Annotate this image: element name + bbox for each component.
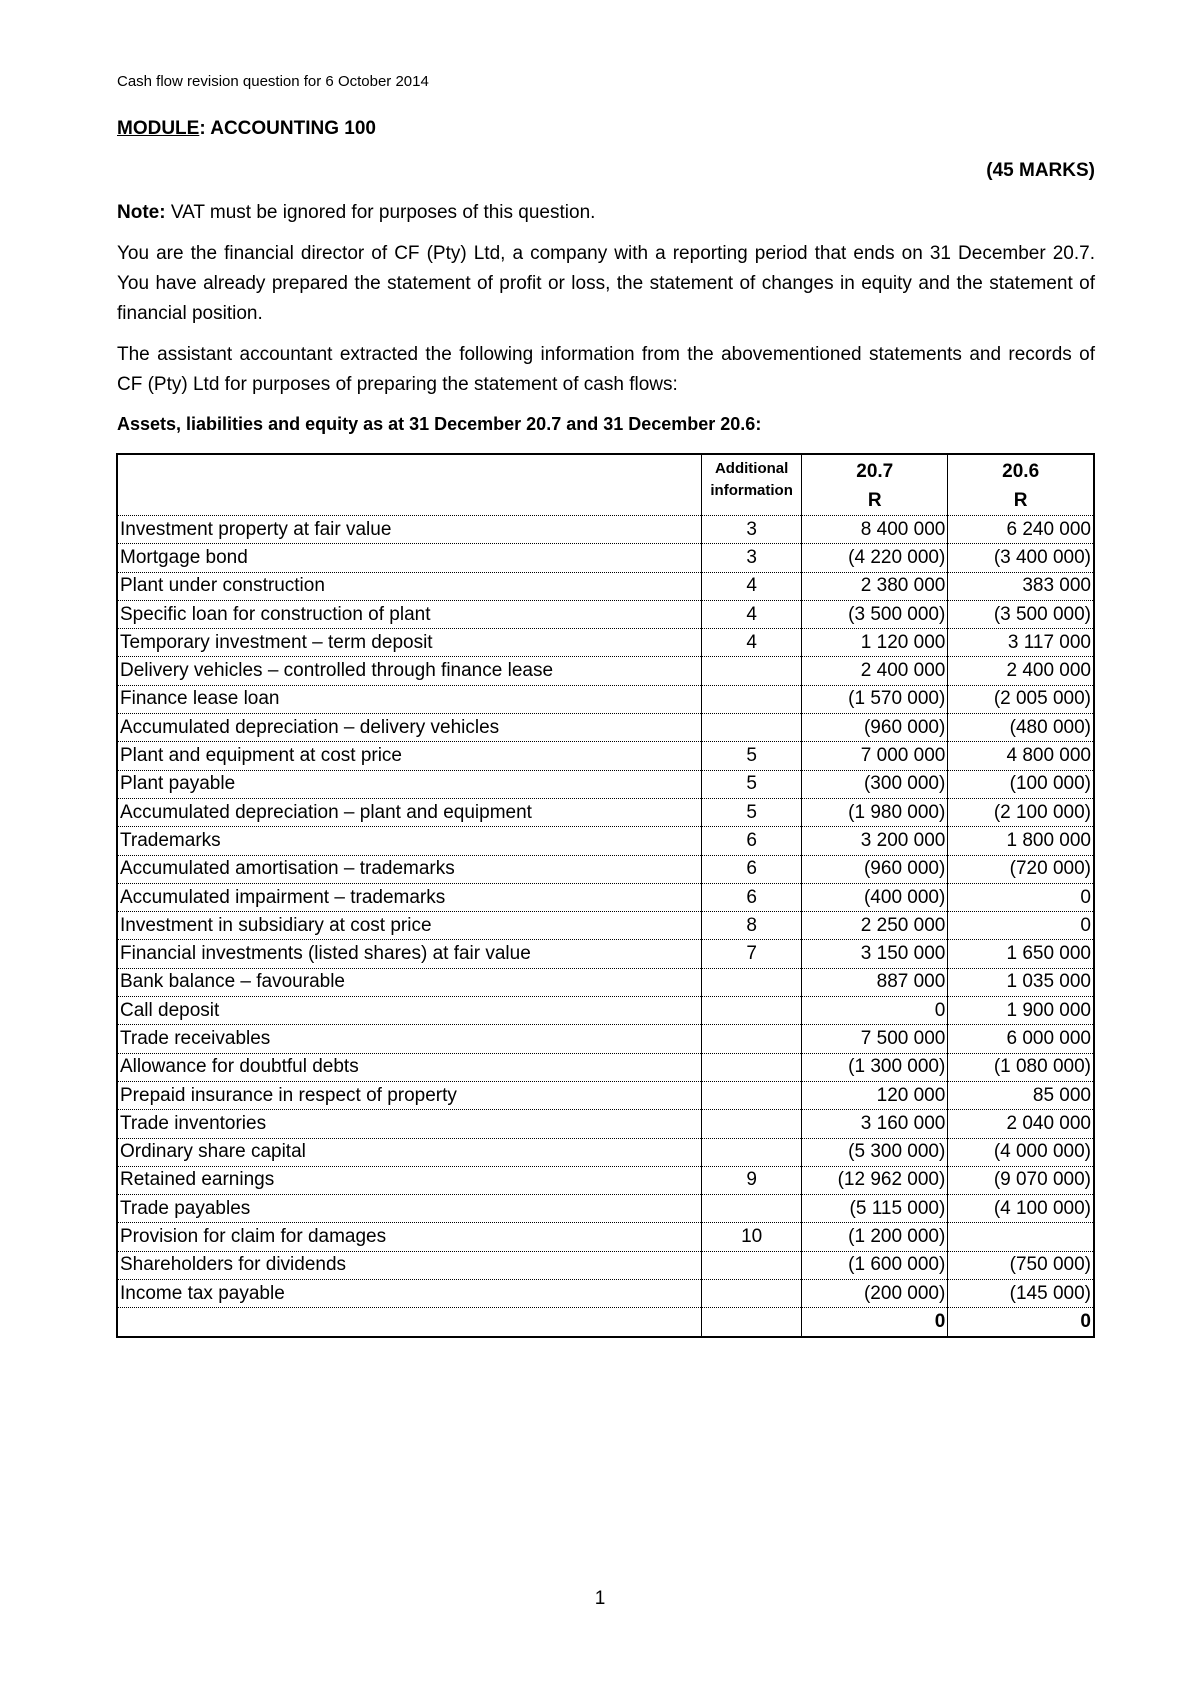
row-description: Plant and equipment at cost price [117,742,702,770]
table-row [117,1081,1094,1109]
table-row [117,1025,1094,1053]
row-value-20-6: (145 000) [948,1280,1094,1308]
row-value-20-7: (300 000) [802,770,948,798]
row-value-20-7: 7 500 000 [802,1025,948,1053]
row-additional-info [702,968,802,996]
header-description [117,454,702,516]
table-row [117,968,1094,996]
row-value-20-7: 7 000 000 [802,742,948,770]
row-additional-info [702,714,802,742]
row-description: Shareholders for dividends [117,1251,702,1279]
row-description: Income tax payable [117,1280,702,1308]
row-description: Allowance for doubtful debts [117,1053,702,1081]
row-value-20-7: 1 120 000 [802,629,948,657]
row-value-20-6: (480 000) [948,714,1094,742]
row-value-20-6: (1 080 000) [948,1053,1094,1081]
row-value-20-6: 6 000 000 [948,1025,1094,1053]
table-row [117,827,1094,855]
row-value-20-7: (960 000) [802,855,948,883]
note-label: Note: [117,202,166,223]
row-value-20-7: 0 [802,997,948,1025]
total-description [117,1308,702,1337]
row-value-20-7: (5 115 000) [802,1195,948,1223]
row-additional-info [702,1251,802,1279]
row-value-20-6: (9 070 000) [948,1166,1094,1194]
row-description: Temporary investment – term deposit [117,629,702,657]
table-body [117,516,1094,1337]
row-additional-info: 3 [702,544,802,572]
row-value-20-7: 2 400 000 [802,657,948,685]
row-additional-info [702,997,802,1025]
header-year1: 20.7 [856,461,894,482]
row-additional-info [702,1053,802,1081]
row-additional-info: 5 [702,798,802,826]
header-info-line1: Additional [714,460,789,477]
table-row [117,1053,1094,1081]
table-row [117,1195,1094,1223]
row-additional-info: 6 [702,855,802,883]
row-value-20-6: 1 035 000 [948,968,1094,996]
row-description: Financial investments (listed shares) at fair value [117,940,702,968]
row-value-20-7: (200 000) [802,1280,948,1308]
table-heading: Assets, liabilities and equity as at 31 December 20.7 and 31 December 20.6: [117,414,762,434]
row-value-20-6: 3 117 000 [948,629,1094,657]
total-row [117,1308,1094,1337]
row-value-20-7: (1 570 000) [802,685,948,713]
table-row [117,657,1094,685]
module-label: MODULE [117,118,200,139]
intro-paragraph: You are the financial director of CF (Pty) Ltd, a company with a reporting period that ends on 31 December 20.7. You have already prepared the statement of profit or loss, the statement of changes in equity and the statement of financial position. [117,243,1095,324]
row-value-20-7: (960 000) [802,714,948,742]
row-value-20-7: 8 400 000 [802,516,948,544]
total-value-20-7: 0 [802,1308,948,1337]
module-name: : ACCOUNTING 100 [199,118,376,139]
note-text: VAT must be ignored for purposes of this question. [165,202,596,223]
row-additional-info [702,1138,802,1166]
row-value-20-6: 383 000 [948,572,1094,600]
row-value-20-7: (400 000) [802,883,948,911]
row-value-20-6: 1 650 000 [948,940,1094,968]
header-additional-info [702,454,802,516]
total-value-20-6: 0 [948,1308,1094,1337]
row-value-20-7: (1 300 000) [802,1053,948,1081]
row-value-20-7: 2 250 000 [802,912,948,940]
table-row [117,1280,1094,1308]
row-value-20-6: (2 005 000) [948,685,1094,713]
row-additional-info: 8 [702,912,802,940]
row-value-20-6: (3 400 000) [948,544,1094,572]
header-info-line2: information [710,482,793,499]
row-description: Prepaid insurance in respect of property [117,1081,702,1109]
row-description: Ordinary share capital [117,1138,702,1166]
header-year2: 20.6 [1002,461,1040,482]
row-additional-info [702,1110,802,1138]
header-year-20-7 [802,454,948,516]
row-value-20-6: (2 100 000) [948,798,1094,826]
row-value-20-7: 2 380 000 [802,572,948,600]
row-value-20-6: 0 [948,883,1094,911]
row-description: Provision for claim for damages [117,1223,702,1251]
row-description: Plant payable [117,770,702,798]
row-value-20-6: (720 000) [948,855,1094,883]
table-row [117,798,1094,826]
row-description: Bank balance – favourable [117,968,702,996]
row-value-20-7: 120 000 [802,1081,948,1109]
running-header: Cash flow revision question for 6 October 2014 [117,73,429,90]
row-additional-info: 9 [702,1166,802,1194]
row-value-20-6: 6 240 000 [948,516,1094,544]
header-year1-unit: R [867,490,882,511]
table-row [117,572,1094,600]
row-value-20-7: (3 500 000) [802,600,948,628]
row-value-20-7: 3 160 000 [802,1110,948,1138]
row-value-20-6: 4 800 000 [948,742,1094,770]
row-value-20-7: (12 962 000) [802,1166,948,1194]
row-description: Retained earnings [117,1166,702,1194]
row-additional-info [702,657,802,685]
table-row [117,629,1094,657]
row-description: Plant under construction [117,572,702,600]
table-row [117,714,1094,742]
row-value-20-6: (100 000) [948,770,1094,798]
row-additional-info [702,1081,802,1109]
row-description: Accumulated amortisation – trademarks [117,855,702,883]
row-additional-info: 10 [702,1223,802,1251]
assistant-paragraph: The assistant accountant extracted the following information from the abovementioned statements and records of CF (Pty) Ltd for purposes of preparing the statement of cash flows: [117,344,1095,395]
header-year-20-6 [948,454,1094,516]
row-additional-info: 4 [702,629,802,657]
row-additional-info: 7 [702,940,802,968]
row-additional-info: 4 [702,600,802,628]
total-info [702,1308,802,1337]
row-description: Investment property at fair value [117,516,702,544]
page-number: 1 [594,1588,606,1609]
row-value-20-6: (750 000) [948,1251,1094,1279]
row-additional-info: 5 [702,742,802,770]
row-description: Specific loan for construction of plant [117,600,702,628]
table-row [117,544,1094,572]
row-value-20-7: 3 150 000 [802,940,948,968]
row-value-20-6: (3 500 000) [948,600,1094,628]
row-description: Trade payables [117,1195,702,1223]
row-additional-info: 6 [702,827,802,855]
row-value-20-6: (4 100 000) [948,1195,1094,1223]
row-additional-info [702,1280,802,1308]
row-additional-info [702,1195,802,1223]
row-description: Trade inventories [117,1110,702,1138]
row-value-20-6 [948,1223,1094,1251]
row-description: Accumulated depreciation – delivery vehicles [117,714,702,742]
row-value-20-6: 2 040 000 [948,1110,1094,1138]
table-row [117,770,1094,798]
table-row [117,685,1094,713]
row-description: Investment in subsidiary at cost price [117,912,702,940]
row-additional-info: 3 [702,516,802,544]
table-row [117,1223,1094,1251]
row-value-20-6: 0 [948,912,1094,940]
row-value-20-7: (1 600 000) [802,1251,948,1279]
row-value-20-7: (1 200 000) [802,1223,948,1251]
row-additional-info [702,685,802,713]
table-row [117,997,1094,1025]
row-description: Delivery vehicles – controlled through finance lease [117,657,702,685]
table-row [117,912,1094,940]
marks-total: (45 MARKS) [986,160,1095,181]
row-additional-info: 5 [702,770,802,798]
row-value-20-7: (4 220 000) [802,544,948,572]
row-description: Accumulated impairment – trademarks [117,883,702,911]
row-description: Mortgage bond [117,544,702,572]
row-value-20-7: (5 300 000) [802,1138,948,1166]
header-year2-unit: R [1013,490,1028,511]
table-row [117,1110,1094,1138]
module-title [117,118,376,140]
balances-table [116,453,1095,1338]
row-description: Finance lease loan [117,685,702,713]
row-value-20-6: 1 800 000 [948,827,1094,855]
table-row [117,940,1094,968]
table-row [117,1251,1094,1279]
table-row [117,516,1094,544]
row-description: Call deposit [117,997,702,1025]
row-value-20-6: 85 000 [948,1081,1094,1109]
table-row [117,883,1094,911]
table-row [117,1138,1094,1166]
row-description: Trademarks [117,827,702,855]
row-additional-info: 6 [702,883,802,911]
note-paragraph [117,198,1095,228]
row-additional-info: 4 [702,572,802,600]
table-row [117,855,1094,883]
row-value-20-6: 2 400 000 [948,657,1094,685]
table-row [117,1166,1094,1194]
row-value-20-6: 1 900 000 [948,997,1094,1025]
row-value-20-7: (1 980 000) [802,798,948,826]
row-additional-info [702,1025,802,1053]
row-value-20-6: (4 000 000) [948,1138,1094,1166]
row-value-20-7: 887 000 [802,968,948,996]
table-row [117,742,1094,770]
table-header-row [117,454,1094,516]
table-row [117,600,1094,628]
row-description: Accumulated depreciation – plant and equipment [117,798,702,826]
row-value-20-7: 3 200 000 [802,827,948,855]
row-description: Trade receivables [117,1025,702,1053]
